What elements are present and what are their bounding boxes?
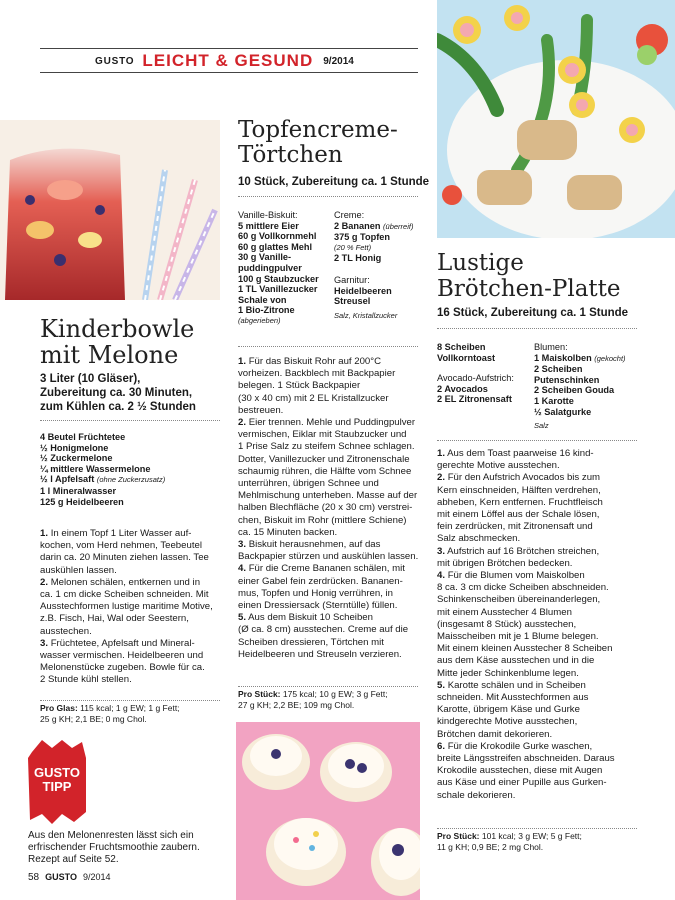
bowle-nutri-label: Pro Glas:	[40, 703, 78, 713]
step-line	[437, 741, 637, 753]
step-text: Maisscheiben mit je 1 Blume belegen.	[437, 631, 599, 643]
toertchen-nutri-line2: 27 g KH; 2,2 BE; 109 mg Chol.	[238, 699, 355, 710]
broetchen-photo	[437, 0, 675, 238]
broetchen-salz: Salz	[534, 421, 549, 431]
step-number: 6.	[437, 740, 446, 752]
tipp-line2: erfrischender Fruchtsmoothie zaubern.	[28, 842, 200, 853]
step-text: mit einem Löffel aus der Schale lösen,	[437, 509, 600, 521]
toertchen-right-0: 2 Bananen (überreif)	[334, 220, 414, 231]
step-line	[238, 454, 420, 466]
toertchen-right-note2: (20 % Fett)	[334, 242, 372, 252]
toertchen-left-7: Schale von	[238, 294, 287, 305]
step-text: Brötchen damit dekorieren.	[437, 728, 553, 740]
header-section: LEICHT & GESUND	[142, 51, 314, 70]
step-text: (30 x 40 cm) mit 2 EL Kristallzucker	[238, 392, 389, 404]
step-text: mit übrigen Brötchen bedecken.	[437, 557, 573, 569]
page-number: 58	[28, 872, 40, 883]
step-text: Für die Creme Bananen schälen, mit	[248, 563, 405, 575]
bowle-ing-1: ½ Honigmelone	[40, 442, 109, 453]
toertchen-nutri-divider	[238, 686, 418, 687]
broetchen-avo-0: 2 Avocados	[437, 383, 488, 394]
broetchen-nutri-label: Pro Stück:	[437, 831, 480, 841]
step-text: aus dem Käse ausstechen und in die	[437, 655, 595, 667]
step-text: bestreuen.	[238, 404, 284, 416]
broetchen-title-line1: Lustige	[437, 250, 524, 276]
step-line	[238, 649, 420, 661]
step-line	[437, 631, 637, 643]
toertchen-right-head: Creme:	[334, 210, 365, 220]
step-line	[437, 655, 637, 667]
broetchen-right-5: ½ Salatgurke	[534, 406, 592, 417]
step-line	[437, 607, 637, 619]
step-line	[40, 650, 220, 662]
step-line	[40, 613, 220, 625]
step-line	[40, 565, 220, 577]
step-number: 1.	[40, 528, 49, 539]
step-text: Ausstechformen lustige maritime Motive,	[40, 601, 213, 613]
step-line	[238, 551, 420, 563]
bowle-nutri-divider	[40, 700, 220, 701]
step-number: 2.	[437, 472, 446, 484]
toertchen-left-3: 30 g Vanille-	[238, 252, 292, 263]
step-text: halben Blechfläche (20 x 30 cm) verstrei-	[238, 502, 413, 514]
step-text: Für die Blumen vom Maiskolben	[447, 570, 585, 582]
step-number: 3.	[40, 637, 49, 649]
bowle-sub-line3: zum Kühlen ca. 2 ½ Stunden	[40, 401, 196, 413]
broetchen-right-head: Blumen:	[534, 342, 568, 352]
toertchen-left-1: 60 g Vollkornmehl	[238, 231, 317, 242]
step-line	[40, 638, 220, 650]
step-line	[437, 692, 637, 704]
step-line	[238, 588, 420, 600]
step-text: vermischen, Eiklar mit Staubzucker und	[238, 429, 407, 441]
bowle-sub-line1: 3 Liter (10 Gläser),	[40, 373, 141, 385]
step-number: 2.	[40, 576, 49, 588]
broetchen-subtitle: 16 Stück, Zubereitung ca. 1 Stunde	[437, 307, 629, 319]
footer-brand: GUSTO	[45, 872, 77, 882]
bowle-sub-divider	[40, 420, 220, 421]
step-line	[437, 668, 637, 680]
step-text: abheben, Kern entfernen. Fruchtfleisch	[437, 496, 603, 508]
step-text: auskühlen lassen.	[40, 564, 117, 576]
step-text: schneiden. Mit Ausstechformen aus	[437, 692, 589, 704]
step-text: wasser vermischen. Heidelbeeren und	[40, 650, 204, 662]
toertchen-left-head: Vanille-Biskuit:	[238, 210, 298, 220]
toertchen-right-2: 2 TL Honig	[334, 253, 382, 264]
broetchen-ing-divider	[437, 440, 637, 441]
toertchen-garnish-head: Garnitur:	[334, 274, 370, 285]
page-footer	[28, 872, 111, 883]
step-line	[238, 405, 420, 417]
bowle-title	[40, 316, 194, 368]
toertchen-left-5: 100 g Staubzucker	[238, 273, 319, 284]
broetchen-nutrition	[437, 831, 582, 852]
step-line	[437, 460, 637, 472]
step-line	[238, 417, 420, 429]
step-line	[238, 600, 420, 612]
step-line	[40, 577, 220, 589]
step-text: schaumig rühren, die Hälfte vom Schnee	[238, 465, 412, 477]
step-line	[437, 509, 637, 521]
broetchen-title	[437, 250, 621, 302]
step-text: Eier trennen. Mehle und Puddingpulver	[248, 417, 416, 429]
step-line	[238, 637, 420, 649]
bowle-ing-4: ½ l Apfelsaft (ohne Zuckerzusatz)	[40, 474, 166, 485]
step-number: 1.	[238, 356, 247, 367]
step-text: Scheiben dressieren, Törtchen mit	[238, 636, 384, 648]
step-line	[238, 612, 420, 624]
step-text: Salz abschmecken.	[437, 533, 521, 545]
step-line	[437, 729, 637, 741]
toertchen-garnish-1: Streusel	[334, 296, 371, 307]
step-number: 3.	[238, 539, 247, 551]
toertchen-garnish-0: Heidelbeeren	[334, 285, 392, 296]
tipp-badge-line1: GUSTO	[34, 765, 80, 780]
step-text: (insgesamt 8 Stück) ausstechen,	[437, 618, 577, 630]
broetchen-sub-divider	[437, 328, 637, 329]
bowle-illustration	[0, 120, 220, 300]
step-line	[238, 478, 420, 490]
step-text: Mit einem kleinen Ausstecher 8 Scheiben	[437, 643, 613, 655]
bowle-ing-3: ¼ mittlere Wassermelone	[40, 463, 151, 474]
bowle-nutri-line2: 25 g KH; 2,1 BE; 0 mg Chol.	[40, 713, 147, 724]
step-text: chen, Biskuit im Rohr (mittlere Schiene)	[238, 514, 407, 526]
step-line	[437, 582, 637, 594]
toertchen-ing-left	[238, 210, 333, 327]
toertchen-title	[238, 118, 398, 168]
step-line	[437, 570, 637, 582]
step-line	[437, 521, 637, 533]
step-text: belegen. 1 Stück Backpapier	[238, 380, 361, 392]
step-line	[437, 753, 637, 765]
toertchen-left-note: (abgerieben)	[238, 315, 281, 325]
step-line	[437, 497, 637, 509]
toertchen-photo	[236, 722, 420, 900]
step-text: Für den Aufstrich Avocados bis zum	[447, 472, 601, 484]
step-text: gerechte Motive ausstechen.	[437, 460, 560, 472]
broetchen-ing-left	[437, 342, 532, 405]
step-line	[238, 356, 420, 368]
step-text: Für die Krokodile Gurke waschen,	[447, 740, 593, 752]
toertchen-nutri-line1: 175 kcal; 10 g EW; 3 g Fett;	[282, 689, 388, 699]
step-line	[238, 624, 420, 636]
step-text: z.B. Fisch, Hai, Wal oder Seestern,	[40, 613, 189, 625]
step-text: Krokodile ausstechen, diese mit Augen	[437, 765, 603, 777]
step-line	[238, 527, 420, 539]
header-rule-bottom	[40, 72, 418, 73]
toertchen-title-line1: Topfencreme-	[238, 117, 398, 143]
step-line	[40, 552, 220, 564]
step-text: unterrühren, übrigen Schnee und	[238, 478, 379, 490]
toertchen-title-line2: Törtchen	[238, 142, 343, 168]
bowle-ing-5: 1 l Mineralwasser	[40, 485, 117, 496]
step-text: kindgerechte Motive ausstechen,	[437, 716, 578, 728]
footer-issue: 9/2014	[82, 872, 111, 882]
step-line	[40, 662, 220, 674]
step-text: 8 ca. 3 cm dicke Scheiben abschneiden.	[437, 582, 609, 594]
step-text: Melonen schälen, entkernen und in	[50, 576, 201, 588]
step-number: 3.	[437, 545, 446, 557]
step-text: In einem Topf 1 Liter Wasser auf-	[50, 528, 192, 539]
step-line	[437, 619, 637, 631]
bowle-ingredients	[40, 432, 220, 507]
step-text: Kern einschneiden, Hälften verdrehen,	[437, 484, 601, 496]
step-text: 2 Stunde kühl stellen.	[40, 674, 132, 686]
step-text: Melonenstücke zugeben. Bowle für ca.	[40, 662, 205, 674]
step-line	[40, 674, 220, 686]
step-line	[238, 429, 420, 441]
step-line	[437, 546, 637, 558]
step-text: Aus dem Biskuit 10 Scheiben	[248, 612, 373, 624]
step-line	[238, 539, 420, 551]
tipp-badge	[28, 738, 86, 824]
step-text: breite Längsstreifen abschneiden. Daraus	[437, 753, 615, 765]
step-text: aus Käse und einer Pupille aus Gurken-	[437, 777, 607, 789]
step-number: 1.	[437, 448, 446, 459]
step-text: Mitte jeder Schinkenblume legen.	[437, 667, 579, 679]
step-line	[40, 626, 220, 638]
step-line	[437, 765, 637, 777]
toertchen-sub-divider	[238, 196, 418, 197]
toertchen-subtitle: 10 Stück, Zubereitung ca. 1 Stunde	[238, 176, 430, 188]
step-text: Karotte schälen und in Scheiben	[447, 679, 586, 691]
toertchen-nutrition	[238, 689, 388, 710]
step-line	[437, 448, 637, 460]
step-line	[238, 380, 420, 392]
page-header	[95, 52, 354, 70]
step-line	[437, 472, 637, 484]
step-text: einer Gabel fein zerdrücken. Bananen-	[238, 575, 403, 587]
toertchen-left-8: 1 Bio-Zitrone	[238, 305, 295, 316]
step-line	[40, 601, 220, 613]
toertchen-steps	[238, 356, 420, 661]
step-text: mit einem Ausstecher 4 Blumen	[437, 606, 572, 618]
broetchen-nutri-line1: 101 kcal; 3 g EW; 5 g Fett;	[481, 831, 582, 841]
step-number: 4.	[437, 570, 446, 582]
bowle-ing-2: ½ Zuckermelone	[40, 453, 113, 464]
step-text: ca. 15 Minuten backen.	[238, 526, 338, 538]
tipp-text	[28, 830, 200, 866]
broetchen-left-0: 8 Scheiben	[437, 342, 486, 352]
header-rule-top	[40, 48, 418, 49]
step-line	[437, 704, 637, 716]
step-line	[238, 466, 420, 478]
broetchen-avo-1: 2 EL Zitronensaft	[437, 394, 512, 405]
bowle-subtitle	[40, 372, 196, 414]
bowle-ing-6: 125 g Heidelbeeren	[40, 496, 124, 507]
tipp-badge-line2: TIPP	[42, 779, 72, 794]
toertchen-left-2: 60 g glattes Mehl	[238, 241, 313, 252]
bowle-nutrition	[40, 703, 180, 724]
step-line	[437, 716, 637, 728]
step-number: 2.	[238, 417, 247, 429]
step-line	[437, 790, 637, 802]
step-text: Aufstrich auf 16 Brötchen streichen,	[447, 545, 600, 557]
toertchen-salz: Salz, Kristallzucker	[334, 310, 398, 320]
step-text: Biskuit herausnehmen, auf das	[248, 539, 381, 551]
step-text: Früchtetee, Apfelsaft und Mineral-	[50, 637, 195, 649]
step-text: Dotter, Vanillezucker und Zitronenschale	[238, 453, 410, 465]
broetchen-left-1: Vollkorntoast	[437, 352, 496, 363]
toertchen-ing-right	[334, 210, 424, 321]
broetchen-steps	[437, 448, 637, 802]
broetchen-right-1: 2 Scheiben	[534, 364, 583, 375]
step-line	[238, 368, 420, 380]
step-line	[238, 393, 420, 405]
toertchen-nutri-label: Pro Stück:	[238, 689, 281, 699]
step-line	[437, 680, 637, 692]
step-text: ca. 1 cm dicke Scheiben schneiden. Mit	[40, 589, 209, 601]
step-text: Aus dem Toast paarweise 16 kind-	[447, 448, 594, 459]
step-text: vorheizen. Backblech mit Backpapier	[238, 368, 396, 380]
toertchen-left-6: 1 TL Vanillezucker	[238, 284, 318, 295]
bowle-sub-line2: Zubereitung ca. 30 Minuten,	[40, 387, 193, 399]
header-issue: 9/2014	[323, 55, 354, 67]
broetchen-nutri-divider	[437, 828, 637, 829]
bowle-title-line1: Kinderbowle	[40, 315, 195, 343]
step-text: schale dekorieren.	[437, 789, 516, 801]
step-line	[238, 576, 420, 588]
step-text: Heidelbeeren und Streuseln verzieren.	[238, 648, 402, 660]
bowle-photo	[0, 120, 220, 300]
step-line	[437, 533, 637, 545]
toertchen-left-4: puddingpulver	[238, 262, 302, 273]
step-line	[437, 594, 637, 606]
step-text: Mehlmischung unterheben. Masse auf der	[238, 490, 418, 502]
step-line	[437, 485, 637, 497]
tipp-line3: Rezept auf Seite 52.	[28, 854, 119, 865]
step-line	[238, 502, 420, 514]
bowle-nutri-line1: 115 kcal; 1 g EW; 1 g Fett;	[80, 703, 180, 713]
step-text: Schinkenscheiben übereinanderlegen,	[437, 594, 601, 606]
step-text: (Ø ca. 8 cm) ausstechen. Creme auf die	[238, 624, 409, 636]
step-line	[437, 777, 637, 789]
bowle-ing-0: 4 Beutel Früchtetee	[40, 432, 126, 442]
toertchen-illustration	[236, 722, 420, 900]
bowle-title-line2: mit Melone	[40, 341, 179, 369]
broetchen-right-0: 1 Maiskolben (gekocht)	[534, 352, 626, 363]
broetchen-right-4: 1 Karotte	[534, 395, 574, 406]
step-line	[238, 441, 420, 453]
broetchen-ing-right	[534, 342, 644, 432]
step-line	[437, 558, 637, 570]
step-line	[238, 563, 420, 575]
tipp-line1: Aus den Melonenresten lässt sich ein	[28, 830, 194, 841]
step-text: fein zerdrücken, mit Zitronensaft und	[437, 521, 593, 533]
broetchen-right-3: 2 Scheiben Gouda	[534, 385, 615, 396]
toertchen-ing-divider	[238, 346, 418, 347]
step-line	[40, 589, 220, 601]
step-text: ausstechen.	[40, 625, 92, 637]
step-text: 1 Prise Salz zu steifem Schnee schlagen.	[238, 441, 415, 453]
step-line	[40, 540, 220, 552]
step-line	[238, 515, 420, 527]
step-number: 5.	[437, 679, 446, 691]
step-text: Für das Biskuit Rohr auf 200°C	[248, 356, 382, 367]
toertchen-left-0: 5 mittlere Eier	[238, 220, 299, 231]
step-number: 4.	[238, 563, 247, 575]
header-brand: GUSTO	[95, 55, 135, 67]
step-line	[437, 643, 637, 655]
toertchen-right-1: 375 g Topfen	[334, 232, 390, 243]
step-text: darin ca. 20 Minuten ziehen lassen. Tee	[40, 552, 209, 564]
step-text: einen Dressiersack (Sterntülle) füllen.	[238, 600, 398, 612]
broetchen-illustration	[437, 0, 675, 238]
broetchen-title-line2: Brötchen-Platte	[437, 276, 621, 302]
step-number: 5.	[238, 612, 247, 624]
broetchen-avo-head: Avocado-Aufstrich:	[437, 373, 514, 384]
step-text: mus, Topfen und Honig verrühren, in	[238, 587, 394, 599]
step-text: Karotte, übrigem Käse und Gurke	[437, 704, 580, 716]
bowle-steps	[40, 528, 220, 687]
step-line	[238, 490, 420, 502]
broetchen-nutri-line2: 11 g KH; 0,9 BE; 2 mg Chol.	[437, 841, 544, 852]
step-text: Backpapier stürzen und auskühlen lassen.	[238, 551, 419, 563]
broetchen-right-2: Putenschinken	[534, 374, 600, 385]
step-text: kochen, vom Herd nehmen, Teebeutel	[40, 540, 202, 552]
step-line	[40, 528, 220, 540]
